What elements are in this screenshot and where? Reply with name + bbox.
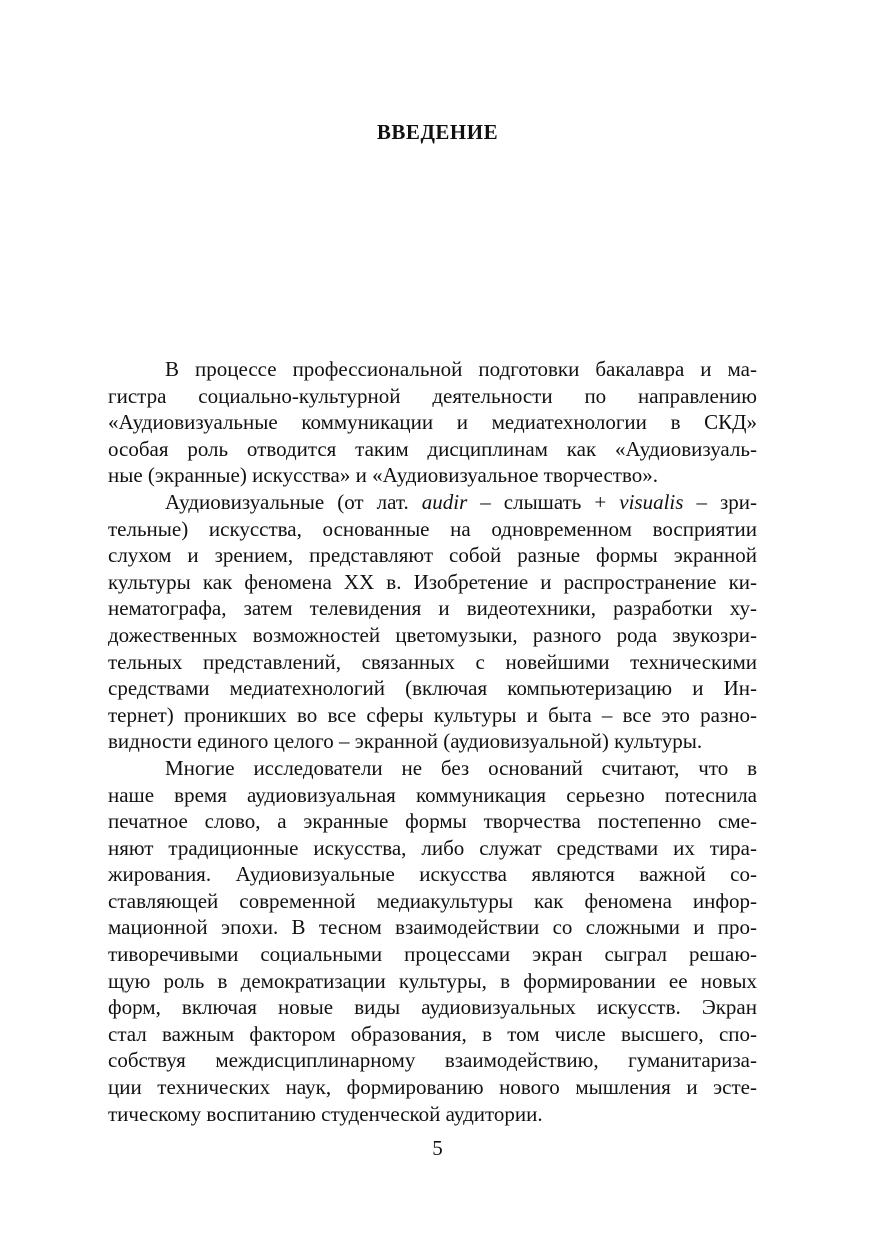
paragraph-line: стал важным фактором образования, в том числе высшего, спо- [108,1021,757,1046]
text-fragment: – слышать + [467,489,620,514]
paragraph-line: щую роль в демократизации культуры, в формировании ее новых [108,968,757,993]
body-text [108,356,757,1127]
paragraph-line: форм, включая новые виды аудиовизуальных искусств. Экран [108,995,757,1020]
paragraph-line: нематографа, затем телевидения и видеотехники, разработки ху- [108,596,757,621]
paragraph-line: тиворечивыми социальными процессами экран сыграл решаю- [108,942,757,967]
latin-term: visualis [619,489,684,514]
page-number: 5 [432,1136,443,1160]
paragraph-line: «Аудиовизуальные коммуникации и медиатехнологии в СКД» [108,410,757,435]
paragraph-line: ции технических наук, формированию нового мышления и эсте- [108,1075,757,1100]
paragraph-line: особая роль отводится таким дисциплинам как «Аудиовизуаль- [108,436,757,461]
page-title: ВВЕДЕНИЕ [376,120,499,144]
paragraph-line: Многие исследователи не без оснований считают, что в [165,755,757,780]
paragraph-line: наше время аудиовизуальная коммуникация серьезно потеснила [108,782,757,807]
paragraph-line: мационной эпохи. В тесном взаимодействии со сложными и про- [108,915,757,940]
latin-term: audir [421,489,468,514]
paragraph-line: тельных представлений, связанных с новейшими техническими [108,649,757,674]
text-fragment: – зри- [683,489,757,514]
paragraph-line: дожественных возможностей цветомузыки, разного рода звукозри- [108,622,757,647]
paragraph-line: ставляющей современной медиакультуры как феномена инфор- [108,888,757,913]
paragraph-line: культуры как феномена XX в. Изобретение и распространение ки- [108,569,757,594]
paragraph-line [108,489,757,516]
paragraph-line: тическому воспитанию студенческой аудитории. [108,1101,543,1126]
paragraph-line: В процессе профессиональной подготовки бакалавра и ма- [165,357,757,381]
paragraph-line: печатное слово, а экранные формы творчества постепенно сме- [108,809,757,834]
paragraph-line: средствами медиатехнологий (включая компьютеризацию и Ин- [108,676,757,701]
paragraph-line: собствуя междисциплинарному взаимодействию, гуманитариза- [108,1048,757,1073]
paragraph-line: тернет) проникших во все сферы культуры и быта – все это разно- [108,702,757,727]
paragraph-line: тельные) искусства, основанные на одновременном восприятии [108,516,757,541]
paragraph-line: ные (экранные) искусства» и «Аудиовизуальное творчество». [108,463,659,488]
text-fragment: Аудиовизуальные (от лат. [165,489,422,514]
paragraph-line: няют традиционные искусства, либо служат средствами их тира- [108,835,757,860]
paragraph-line: жирования. Аудиовизуальные искусства являются важной со- [108,862,757,887]
paragraph-line: видности единого целого – экранной (аудиовизуальной) культуры. [108,729,703,754]
paragraph-line: гистра социально-культурной деятельности по направлению [108,383,757,408]
paragraph-line: слухом и зрением, представляют собой разные формы экранной [108,543,757,568]
